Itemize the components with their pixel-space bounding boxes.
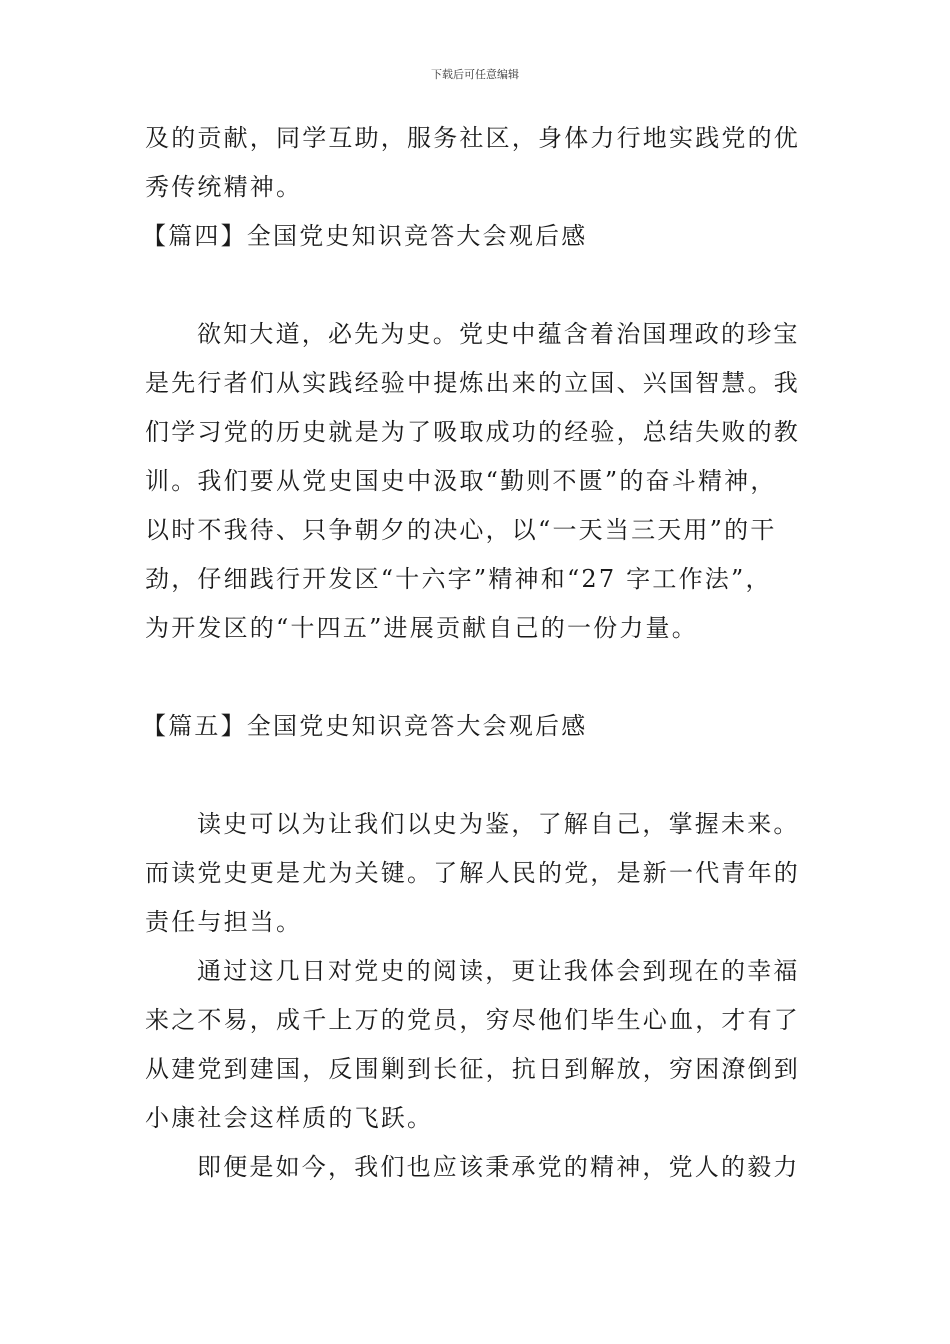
blank-line [145,763,807,812]
paragraph-line: 即便是如今，我们也应该秉承党的精神，党人的毅力 [197,1153,800,1181]
paragraph-line: 从建党到建国，反围剿到长征，抗日到解放，穷困潦倒到 [145,1055,800,1083]
paragraph-line: 来之不易，成千上万的党员，穷尽他们毕生心血，才有了 [145,1006,800,1034]
paragraph-line: 及的贡献，同学互助，服务社区，身体力行地实践党的优 [145,124,800,152]
document-body [142,124,807,1204]
paragraph-line: 秀传统精神。 [145,173,303,201]
blank-line [145,665,807,714]
paragraph-line: 训。我们要从党史国史中汲取“勤则不匮”的奋斗精神， [145,467,777,495]
paragraph-line: 劲，仔细践行开发区“十六字”精神和“27 字工作法”， [145,565,772,593]
blank-line [145,273,807,322]
paragraph-line: 读史可以为让我们以史为鉴，了解自己，掌握未来。 [197,810,800,838]
paragraph-line: 欲知大道，必先为史。党史中蕴含着治国理政的珍宝 [197,320,800,348]
paragraph-line: 是先行者们从实践经验中提炼出来的立国、兴国智慧。我 [145,369,800,397]
section-heading-5: 【篇五】全国党史知识竞答大会观后感 [142,712,588,740]
paragraph-line: 为开发区的“十四五”进展贡献自己的一份力量。 [145,614,698,642]
page-header: 下载后可任意编辑 [431,68,519,81]
paragraph-line: 责任与担当。 [145,908,303,936]
paragraph-line: 通过这几日对党史的阅读，更让我体会到现在的幸福 [197,957,800,985]
paragraph-line: 以时不我待、只争朝夕的决心，以“一天当三天用”的干 [145,516,777,544]
section-heading-4: 【篇四】全国党史知识竞答大会观后感 [142,222,588,250]
paragraph-line: 而读党史更是尤为关键。了解人民的党，是新一代青年的 [145,859,800,887]
paragraph-line: 们学习党的历史就是为了吸取成功的经验，总结失败的教 [145,418,800,446]
paragraph-line: 小康社会这样质的飞跃。 [145,1104,434,1132]
